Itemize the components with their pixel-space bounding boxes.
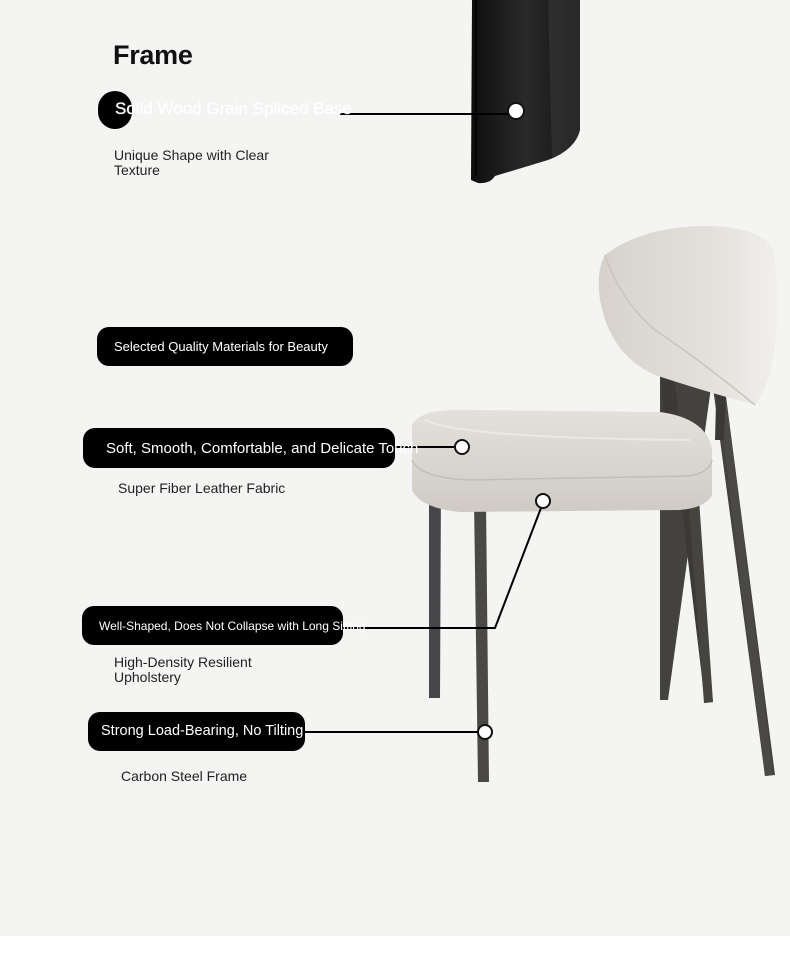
frame-label: Strong Load-Bearing, No Tilting xyxy=(101,723,304,739)
section-title: Frame xyxy=(113,40,193,70)
upholstery-detail: High-Density Resilient Upholstery xyxy=(114,654,252,685)
upholstery-hotspot[interactable] xyxy=(536,494,550,508)
beauty-label-pill xyxy=(97,327,353,366)
wood-label: Solid Wood Grain Spliced Base xyxy=(115,99,352,118)
chair-image xyxy=(412,226,778,782)
frame-hotspot[interactable] xyxy=(478,725,492,739)
frame-detail: Carbon Steel Frame xyxy=(121,768,248,784)
frame-label-pill xyxy=(88,712,305,751)
wood-hotspot[interactable] xyxy=(508,103,524,119)
leather-label-pill xyxy=(83,428,419,468)
upholstery-leader-line xyxy=(343,508,541,628)
upholstery-label-pill xyxy=(82,606,366,645)
leather-hotspot[interactable] xyxy=(455,440,469,454)
wood-base-image xyxy=(471,0,580,183)
leather-label: Soft, Smooth, Comfortable, and Delicate Touch xyxy=(106,439,419,457)
wood-detail: Unique Shape with Clear Texture xyxy=(114,147,269,178)
leather-detail: Super Fiber Leather Fabric xyxy=(118,480,286,496)
upholstery-label: Well-Shaped, Does Not Collapse with Long Sitting xyxy=(99,618,366,633)
beauty-label: Selected Quality Materials for Beauty xyxy=(114,339,328,354)
